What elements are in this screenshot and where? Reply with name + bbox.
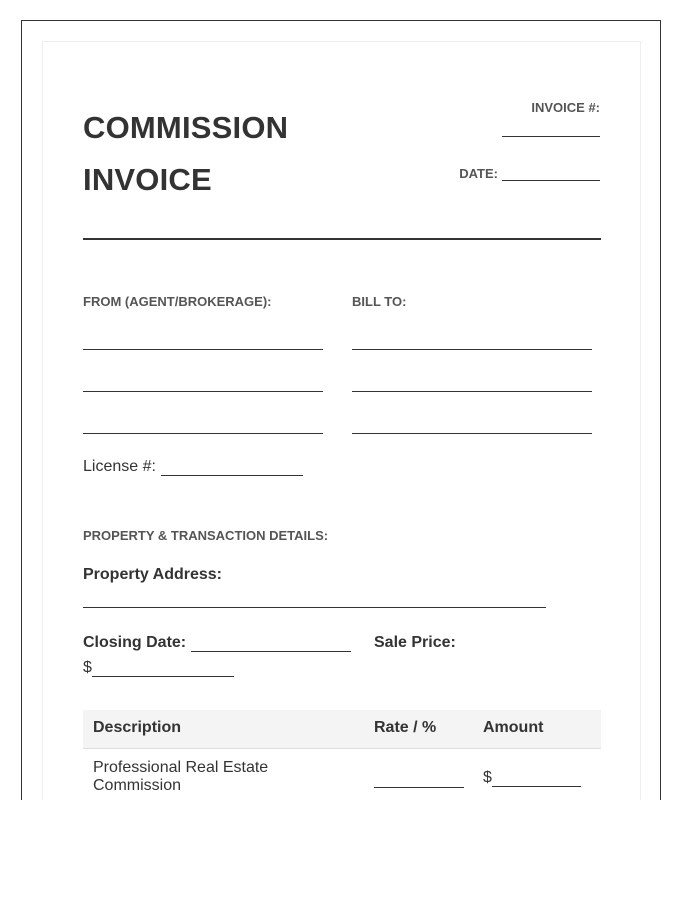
row-amount-currency: $ [483,769,492,786]
license-label: License #: [83,458,156,475]
commission-table [83,710,601,800]
closing-date-field[interactable] [191,635,351,652]
invoice-number-field[interactable] [502,136,600,137]
bill-to-line-2[interactable] [352,391,592,392]
sale-price-field[interactable] [92,660,234,677]
from-line-1[interactable] [83,349,323,350]
property-address-field[interactable] [83,607,546,608]
property-section-label: PROPERTY & TRANSACTION DETAILS: [83,528,329,543]
column-header-description: Description [93,719,182,736]
from-line-2[interactable] [83,391,323,392]
row-amount-cell [483,769,581,787]
row-description-line1: Professional Real Estate [93,759,269,776]
bill-to-line-3[interactable] [352,433,592,434]
invoice-title-line1: COMMISSION [83,110,289,145]
bill-to-line-1[interactable] [352,349,592,350]
license-row [83,458,303,476]
sale-price-currency: $ [83,659,92,676]
header-divider [83,238,601,240]
row-amount-field[interactable] [492,770,581,787]
invoice-title-line2: INVOICE [83,162,212,197]
from-line-3[interactable] [83,433,323,434]
invoice-sheet [42,41,641,800]
closing-date-row [83,634,351,652]
table-row [83,749,601,800]
from-label: FROM (AGENT/BROKERAGE): [83,294,272,309]
closing-date-label: Closing Date: [83,634,187,651]
table-header [83,710,601,749]
sale-price-row [83,659,234,677]
date-row [459,166,600,181]
bill-to-label: BILL TO: [352,294,407,309]
date-field[interactable] [502,167,600,181]
sale-price-label: Sale Price: [374,634,456,651]
column-header-rate: Rate / % [374,719,437,736]
invoice-number-label: INVOICE #: [531,100,600,115]
row-rate-field[interactable] [374,787,464,788]
column-header-amount: Amount [483,719,544,736]
document-frame [21,20,661,800]
row-description-line2: Commission [93,777,182,794]
date-label: DATE: [459,166,498,181]
license-field[interactable] [161,459,303,476]
property-address-label: Property Address: [83,566,222,583]
